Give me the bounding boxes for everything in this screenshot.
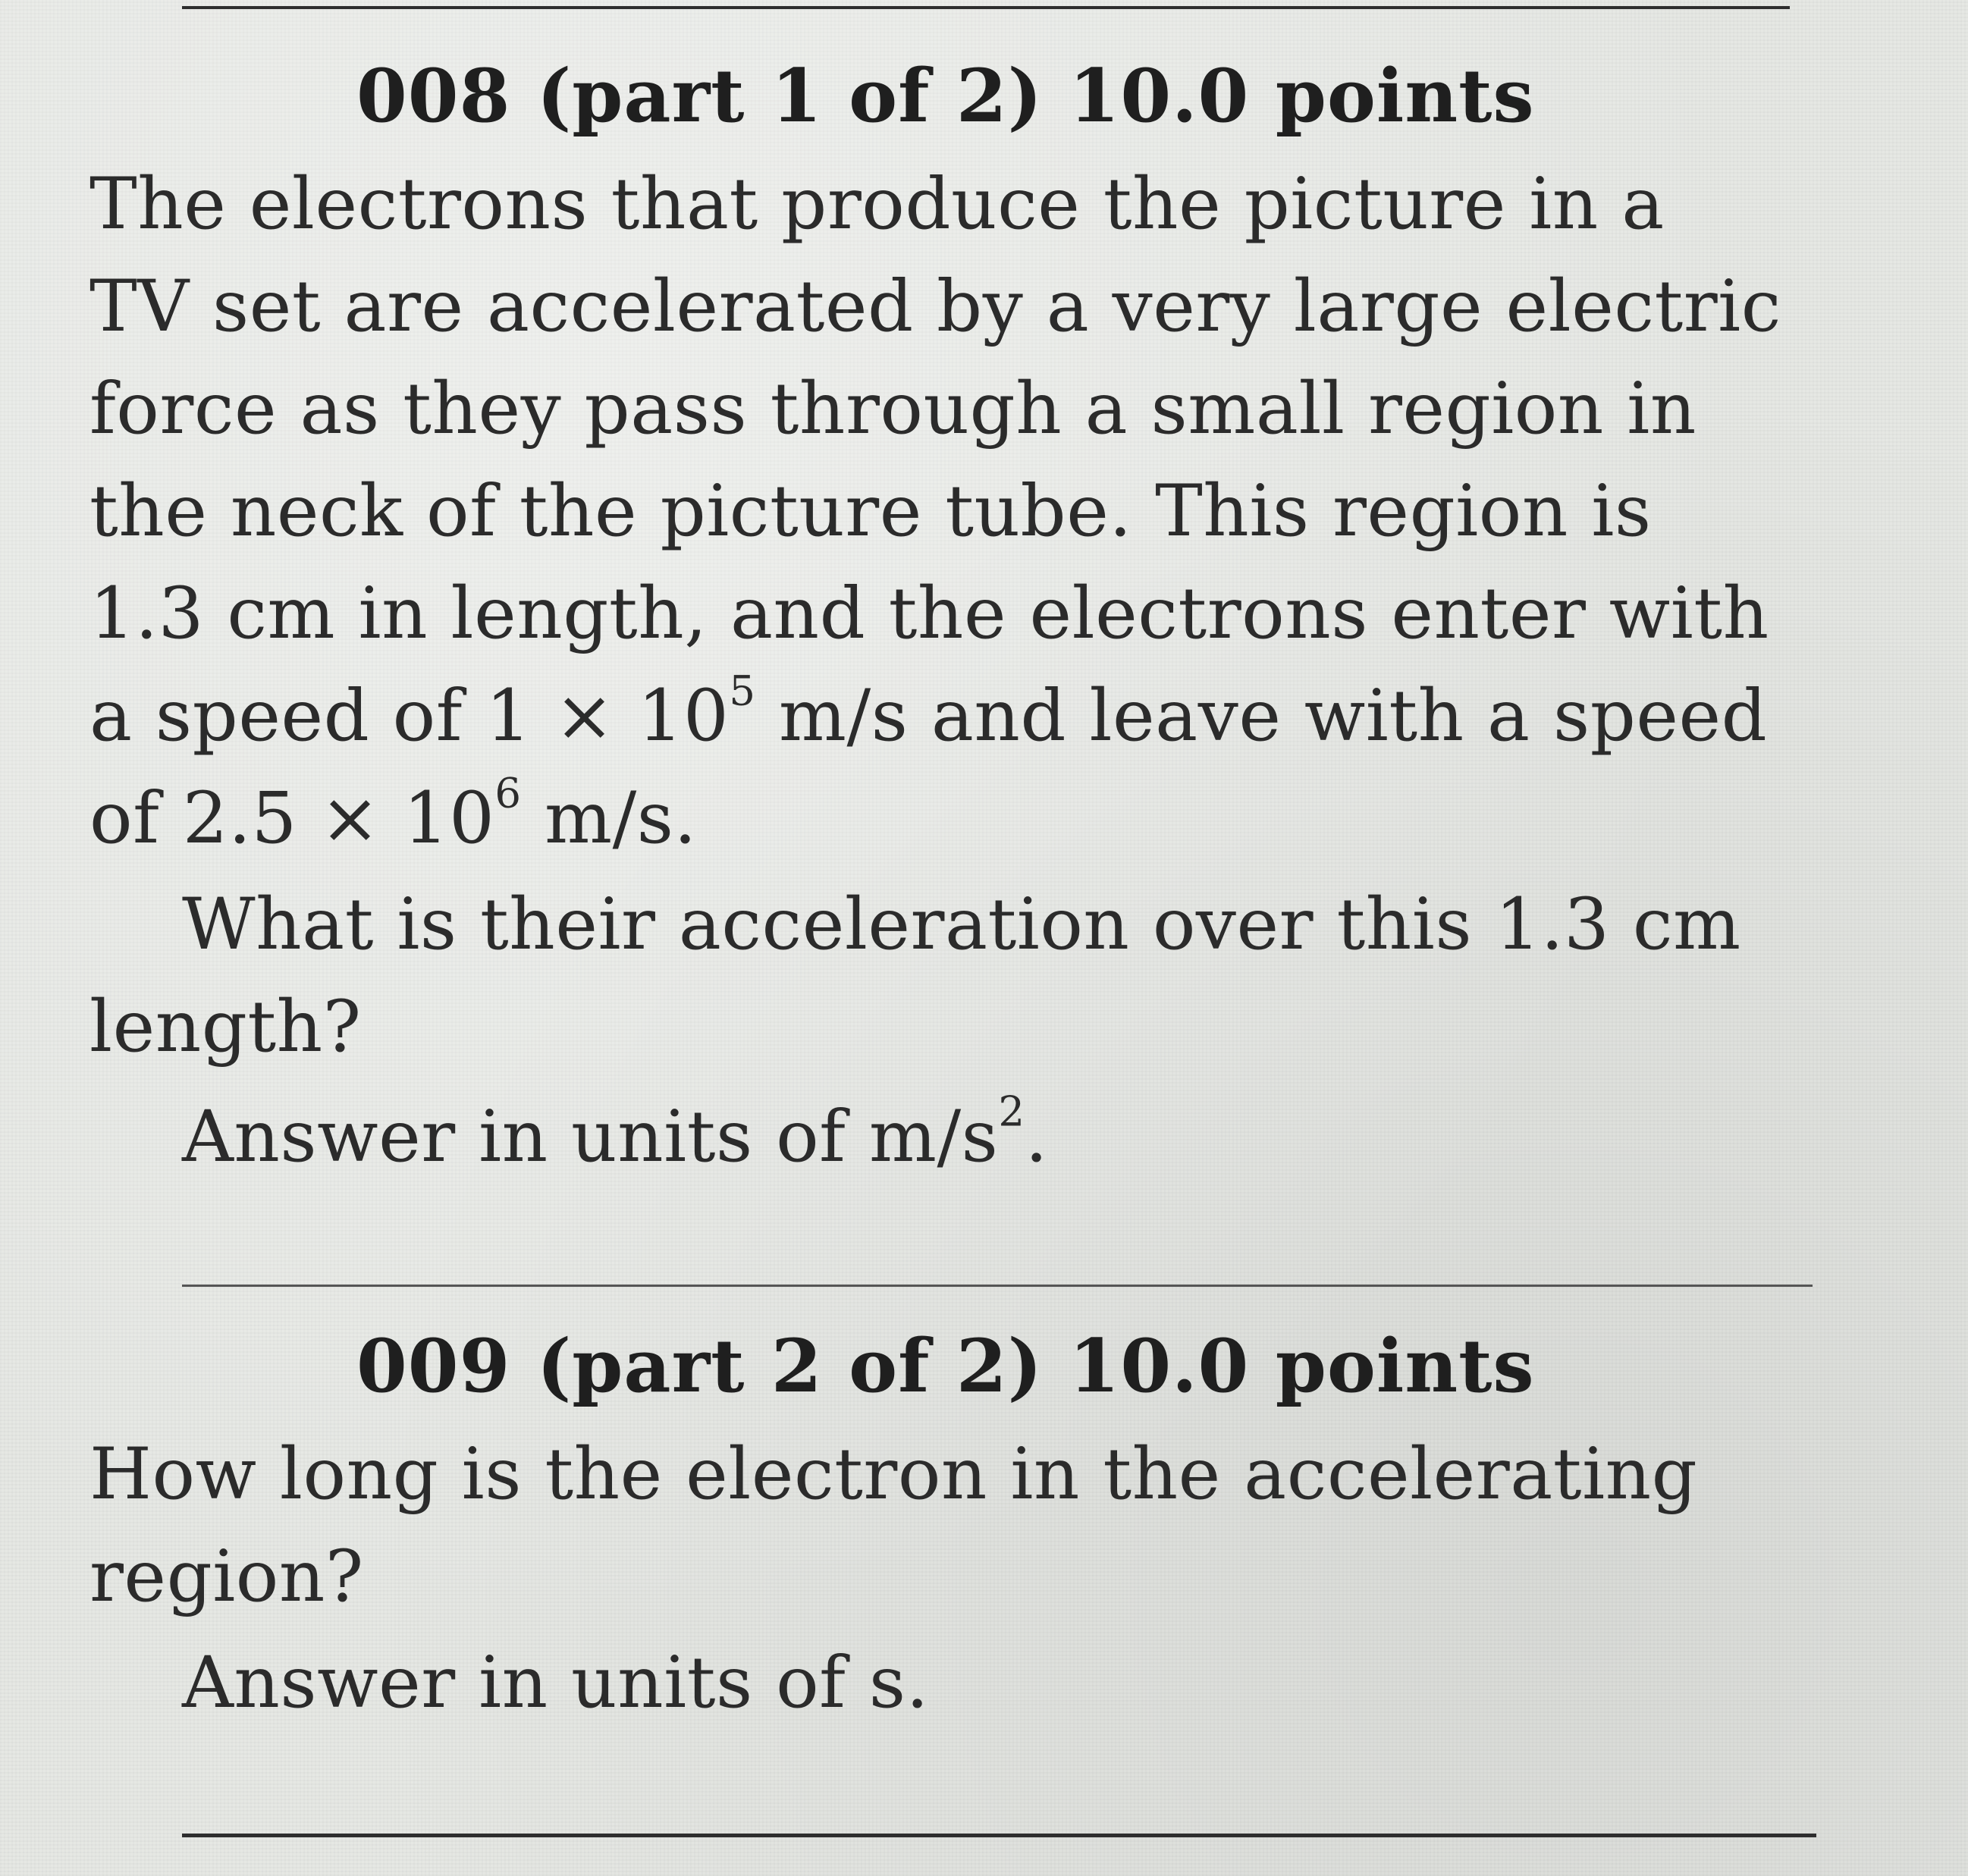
question-008-answer-units xyxy=(182,1087,1048,1178)
question-divider xyxy=(182,1285,1813,1287)
initial-speed-prefix: a speed of 1 × 10 xyxy=(89,675,730,758)
question-008-heading: 008 (part 1 of 2) 10.0 points xyxy=(356,53,1535,139)
question-008-text-line-4: the neck of the picture tube. This region is xyxy=(89,470,1652,553)
question-008-text-line-7 xyxy=(89,768,697,860)
units-exponent: 2 xyxy=(998,1087,1025,1136)
question-008-text-line-6 xyxy=(89,666,1768,758)
question-009-heading: 009 (part 2 of 2) 10.0 points xyxy=(356,1323,1535,1409)
question-009-answer-units: Answer in units of s. xyxy=(182,1642,929,1724)
question-008-text-line-2: TV set are accelerated by a very large electric xyxy=(89,265,1781,348)
bottom-divider xyxy=(182,1834,1816,1837)
question-008-text-line-3: force as they pass through a small region in xyxy=(89,368,1696,450)
initial-speed-exponent: 5 xyxy=(729,666,756,715)
units-suffix: . xyxy=(1025,1096,1048,1178)
top-divider xyxy=(182,6,1790,9)
initial-speed-suffix: m/s and leave with a speed xyxy=(755,675,1768,758)
units-prefix: Answer in units of m/s xyxy=(182,1096,999,1178)
question-009-prompt-line-1: How long is the electron in the accelerating xyxy=(89,1433,1698,1516)
question-008-text-line-5: 1.3 cm in length, and the electrons enter with xyxy=(89,573,1769,655)
final-speed-prefix: of 2.5 × 10 xyxy=(89,777,495,860)
final-speed-exponent: 6 xyxy=(494,768,522,817)
question-008-text-line-1: The electrons that produce the picture in a xyxy=(89,163,1665,246)
question-009-prompt-line-2: region? xyxy=(89,1536,364,1618)
question-008-prompt-line-2: length? xyxy=(89,986,362,1068)
final-speed-suffix: m/s. xyxy=(521,777,697,860)
question-008-prompt-line-1: What is their acceleration over this 1.3 cm xyxy=(182,883,1741,966)
